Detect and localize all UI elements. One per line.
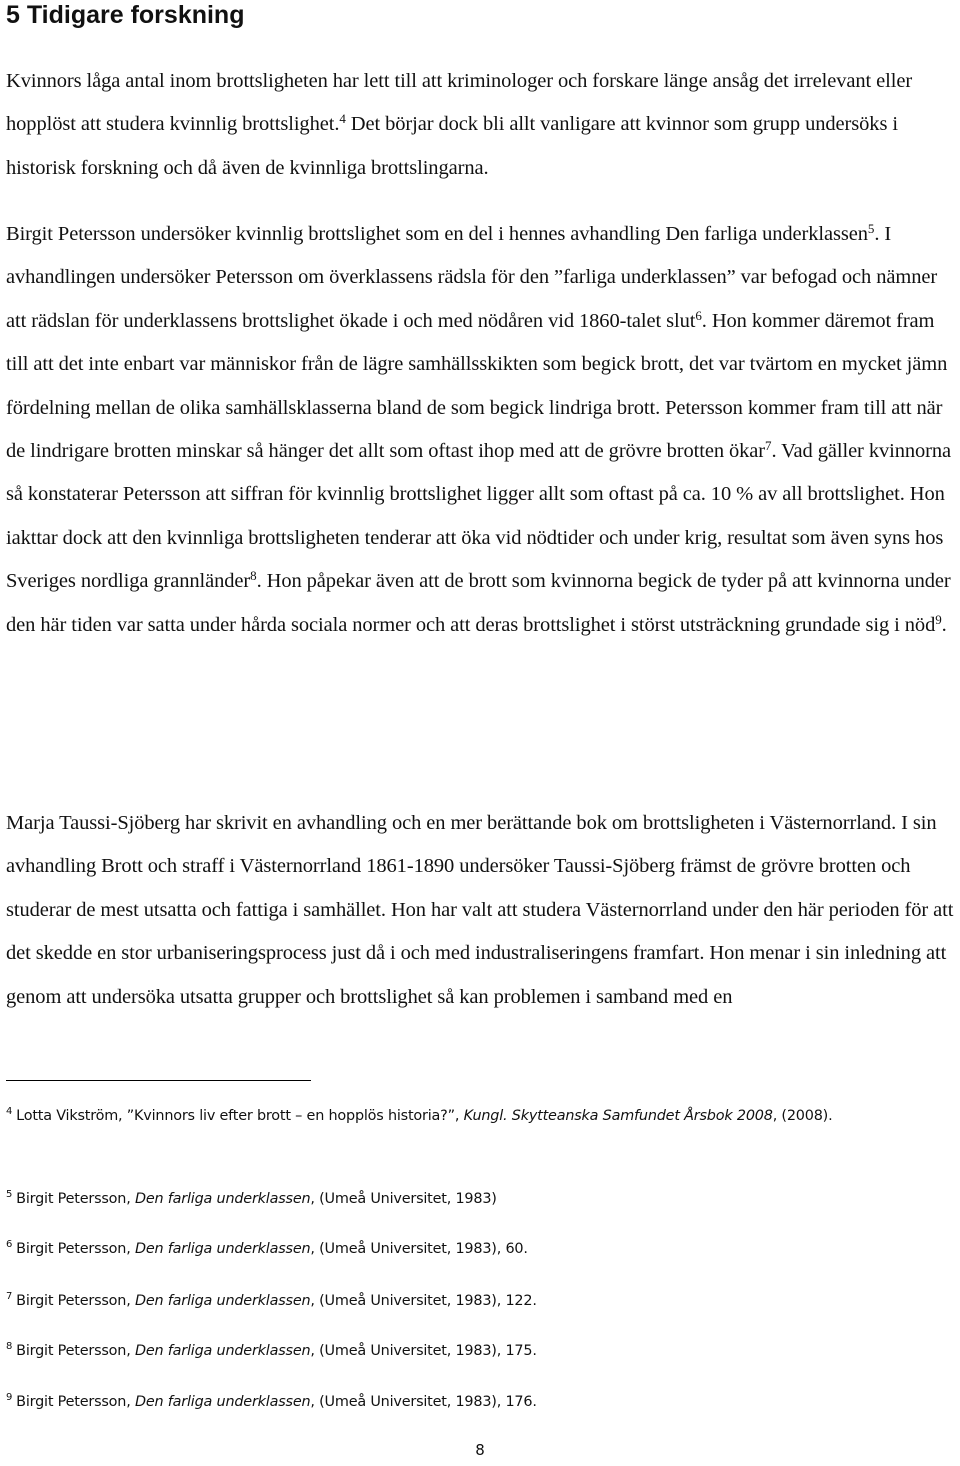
footnote-number: 4 [6,1106,13,1117]
paragraph-petersson [6,213,954,647]
paragraph-intro [6,60,954,190]
footnote-text: Birgit Petersson, [16,1343,135,1359]
footnote [6,1235,954,1264]
footnote-title: Den farliga underklassen [134,1343,311,1359]
footnote-text: , (Umeå Universitet, 1983), 60. [310,1241,528,1257]
footnote-text: Lotta Vikström, ”Kvinnors liv efter brott – en hopplös historia?”, [16,1108,464,1124]
footnote-text: , (Umeå Universitet, 1983), 175. [310,1343,537,1359]
paragraph-text: Det börjar dock bli allt vanligare att kvinnor som grupp undersöks i historisk forskning och då även de kvinnliga brottslingarna. [6,113,898,179]
paragraph-text: Kvinnors låga antal inom brottsligheten har lett till att kriminologer och forskare länge ansåg det irrelevant eller hopplöst att studera kvinnlig brottslighet. [6,70,913,136]
footnote-title: Den farliga underklassen [134,1241,311,1257]
paragraph-text: . [941,613,947,636]
footnote-divider [6,1080,311,1081]
section-heading: 5 Tidigare forskning [6,1,245,29]
footnote-text: , (2008). [772,1108,833,1124]
paragraph-text: Marja Taussi-Sjöberg har skrivit en avhandling och en mer berättande bok om brottsligheten i Västernorrland. I sin avhandling Brott och straff i Västernorrland 1861-1890 undersöker Taussi-Sjöberg främst de grövre brotten och studerar de mest utsatta och fattiga i samhället. Hon har valt att studera Västernorrland under den här perioden för att det skedde en stor urbaniseringsprocess just då i och med industraliseringens framfart. Hon menar i sin inledning att genom att undersöka utsatta grupper och brottslighet så kan problemen i samband med en [6,812,954,1008]
footnote-text: , (Umeå Universitet, 1983), 176. [310,1394,537,1410]
footnote [6,1287,954,1316]
paragraph-text: . Hon påpekar även att de brott som kvinnorna begick de tyder på att kvinnorna under den här tiden var satta under hårda sociala normer och att deras brottslighet i störst utsträckning grundade sig i nöd [6,570,951,636]
footnote-title: Den farliga underklassen [134,1293,311,1309]
footnote-title: Den farliga underklassen [134,1394,311,1410]
paragraph-taussi-sjoberg [6,802,954,1019]
footnote [6,1388,954,1417]
footnote-text: , (Umeå Universitet, 1983) [310,1191,497,1207]
footnote-number: 8 [6,1341,13,1352]
paragraph-text: . Vad gäller kvinnorna så konstaterar Petersson att siffran för kvinnlig brottslighet ligger allt som oftast på ca. 10 % av all brottslighet. Hon iakttar dock att den kvinnliga brottsligheten tenderar att öka vid nödtider och under krig, resultat som även syns hos Sveriges nordliga grannländer [6,440,952,593]
footnote-number: 7 [6,1291,13,1302]
paragraph-text: . Hon kommer däremot fram till att det inte enbart var människor från de lägre samhällsskikten som begick brott, det var tvärtom en mycket jämn fördelning mellan de olika samhällsklasserna bland de som begick lindriga brott. Petersson kommer fram till att när de lindrigare brotten minskar så hänger det allt som oftast ihop med att de grövre brotten ökar [6,309,948,463]
footnote-title: Den farliga underklassen [134,1191,311,1207]
footnote-number: 9 [6,1392,13,1403]
footnote-ref: 7 [765,438,772,454]
paragraph-text: . I avhandlingen undersöker Petersson om överklassens rädsla för den ”farliga underklassen” var befogad och nämner att rädslan för underklassens brottslighet ökade i och med nödåren vid 1860-talet slut [6,223,938,332]
footnote-ref: 4 [339,111,346,127]
page-number: 8 [475,1441,485,1459]
footnote-ref: 6 [695,307,702,323]
footnote-number: 5 [6,1189,13,1200]
footnote-number: 6 [6,1239,13,1250]
footnote-text: , (Umeå Universitet, 1983), 122. [310,1293,537,1309]
footnote [6,1337,954,1366]
footnote-ref: 5 [867,221,875,236]
footnote [6,1185,954,1214]
footnote-text: Birgit Petersson, [16,1241,135,1257]
footnote-text: Birgit Petersson, [16,1394,135,1410]
footnote-ref: 8 [250,568,257,584]
footnote-title: Kungl. Skytteanska Samfundet Årsbok 2008 [463,1108,773,1124]
footnote-ref: 9 [935,611,942,627]
footnote [6,1102,954,1131]
footnote-text: Birgit Petersson, [16,1191,135,1207]
footnote-text: Birgit Petersson, [16,1293,135,1309]
paragraph-text: Birgit Petersson undersöker kvinnlig brottslighet som en del i hennes avhandling Den farliga underklassen [6,223,868,245]
